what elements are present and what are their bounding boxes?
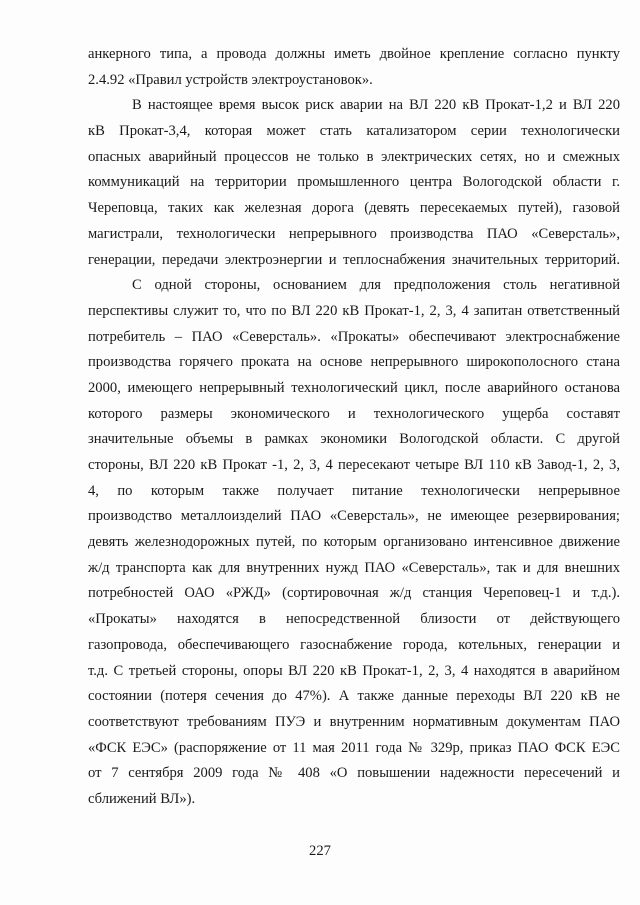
- text-line: производство металлоизделий ПАО «Северсталь», не имеющее резервирования;: [88, 508, 620, 525]
- text-line: «ФСК ЕЭС» (распоряжение от 11 мая 2011 года № 329р, приказ ПАО ФСК ЕЭС: [88, 739, 620, 756]
- text-line: 2.4.92 «Правил устройств электроустановок».: [88, 71, 373, 88]
- text-line: 2000, имеющего непрерывный технологический цикл, после аварийного останова: [88, 379, 620, 396]
- text-line: С одной стороны, основанием для предположения столь негативной: [132, 277, 620, 294]
- text-line: опасных аварийный процессов не только в электрических сетях, но и смежных: [88, 148, 620, 165]
- text-line: анкерного типа, а провода должны иметь двойное крепление согласно пункту: [88, 46, 620, 62]
- text-line: газопровода, обеспечивающего газоснабжение города, котельных, генерации и: [88, 636, 620, 653]
- text-line: 4, по которым также получает питание технологически непрерывное: [88, 482, 620, 499]
- text-line: генерации, передачи электроэнергии и теплоснабжения значительных территорий.: [88, 251, 620, 268]
- text-line: ж/д транспорта как для внутренних нужд ПАО «Северсталь», так и для внешних: [88, 559, 620, 576]
- text-line: коммуникаций на территории промышленного центра Вологодской области г.: [88, 174, 620, 191]
- text-line: соответствуют требованиям ПУЭ и внутренним нормативным документам ПАО: [88, 713, 620, 730]
- text-line: девять железнодорожных путей, по которым организовано интенсивное движение: [88, 534, 620, 551]
- text-line: состоянии (потеря сечения до 47%). А также данные переходы ВЛ 220 кВ не: [88, 688, 620, 705]
- text-line: магистрали, технологически непрерывного производства ПАО «Северсталь»,: [88, 225, 620, 242]
- text-line: производства горячего проката на основе непрерывного широкополосного стана: [88, 354, 620, 371]
- text-line: потребитель – ПАО «Северсталь». «Прокаты» обеспечивают электроснабжение: [88, 328, 620, 345]
- text-line: от 7 сентября 2009 года № 408 «О повышении надежности пересечений и: [88, 765, 620, 782]
- text-line: стороны, ВЛ 220 кВ Прокат -1, 2, 3, 4 пересекают четыре ВЛ 110 кВ Завод-1, 2, 3,: [88, 457, 620, 473]
- text-line: т.д. С третьей стороны, опоры ВЛ 220 кВ Прокат-1, 2, 3, 4 находятся в аварийном: [88, 662, 620, 679]
- text-line: «Прокаты» находятся в непосредственной близости от действующего: [88, 611, 620, 628]
- text-line: значительные объемы в рамках экономики Вологодской области. С другой: [88, 431, 620, 448]
- text-line: В настоящее время высок риск аварии на ВЛ 220 кВ Прокат-1,2 и ВЛ 220: [132, 97, 620, 114]
- text-line: которого размеры экономического и технологического ущерба составят: [88, 405, 620, 422]
- body-text: [88, 42, 620, 813]
- text-line: Череповца, таких как железная дорога (девять пересекаемых путей), газовой: [88, 200, 620, 217]
- text-line: сближений ВЛ»).: [88, 790, 196, 807]
- text-line: кВ Прокат-3,4, которая может стать катализатором серии технологически: [88, 123, 620, 140]
- text-line: потребностей ОАО «РЖД» (сортировочная ж/д станция Череповец-1 и т.д.).: [88, 585, 620, 602]
- text-line: перспективы служит то, что по ВЛ 220 кВ Прокат-1, 2, 3, 4 запитан ответственный: [88, 302, 620, 319]
- page-number: 227: [309, 843, 331, 859]
